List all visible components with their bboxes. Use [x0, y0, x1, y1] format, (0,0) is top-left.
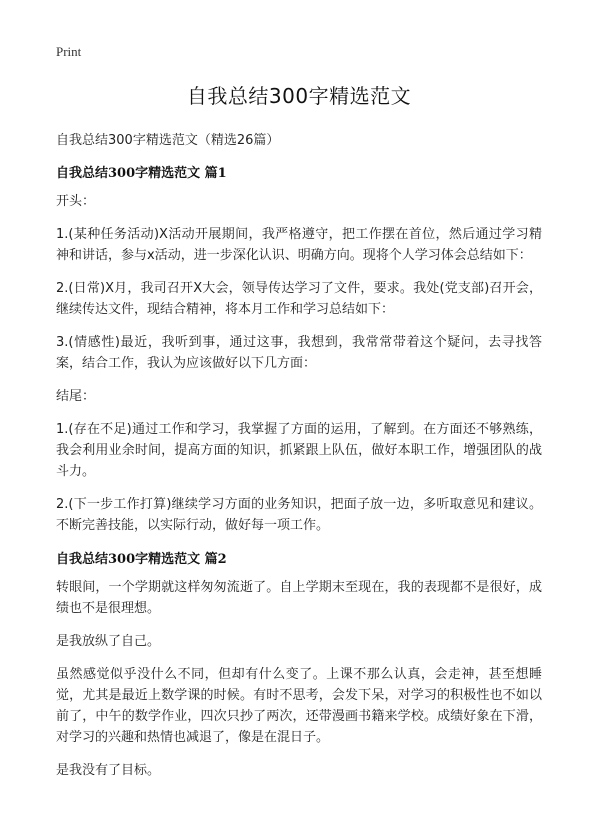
page-title: 自我总结300字精选范文: [186, 84, 412, 108]
paragraph: 3.(情感性)最近，我听到事，通过这事，我想到，我常常带着这个疑问，去寻找答案，结合工作，我认为应该做好以下几方面：: [56, 335, 542, 371]
paragraph: 转眼间，一个学期就这样匆匆流逝了。自上学期末至现在，我的表现都不是很好，成绩也不是很理想。: [56, 580, 542, 616]
paragraph: 是我没有了目标。: [56, 763, 161, 778]
paragraph: 开头：: [56, 194, 96, 209]
paragraph: 虽然感觉似乎没什么不同，但却有什么变了。上课不那么认真，会走神，甚至想睡觉，尤其是最近上数学课的时候。有时不思考，会发下呆，对学习的积极性也不如以前了，中午的数学作业，四次只抄了两次，还带漫画书籍来学校。成绩好象在下滑，对学习的兴趣和热情也减退了，像是在混日子。: [56, 667, 542, 745]
print-link[interactable]: Print: [56, 44, 82, 59]
section-heading-2: 自我总结300字精选范文 篇2: [56, 552, 227, 567]
paragraph: 结尾：: [56, 389, 96, 404]
paragraph: 2.(下一步工作打算)继续学习方面的业务知识，把面子放一边，多听取意见和建议。不断完善技能，以实际行动，做好每一项工作。: [56, 497, 542, 533]
paragraph: 是我放纵了自己。: [56, 634, 161, 649]
paragraph: 2.(日常)X月，我司召开X大会，领导传达学习了文件，要求。我处(党支部)召开会，继续传达文件，现结合精神，将本月工作和学习总结如下：: [56, 281, 542, 317]
section-heading-1: 自我总结300字精选范文 篇1: [56, 166, 227, 181]
paragraph: 1.(某种任务活动)X活动开展期间，我严格遵守，把工作摆在首位，然后通过学习精神和讲话，参与x活动，进一步深化认识、明确方向。现将个人学习体会总结如下：: [56, 227, 542, 263]
document-subtitle: 自我总结300字精选范文（精选26篇）: [56, 133, 280, 148]
paragraph: 1.(存在不足)通过工作和学习，我掌握了方面的运用，了解到。在方面还不够熟练，我会利用业余时间，提高方面的知识，抓紧跟上队伍，做好本职工作，增强团队的战斗力。: [56, 422, 542, 479]
